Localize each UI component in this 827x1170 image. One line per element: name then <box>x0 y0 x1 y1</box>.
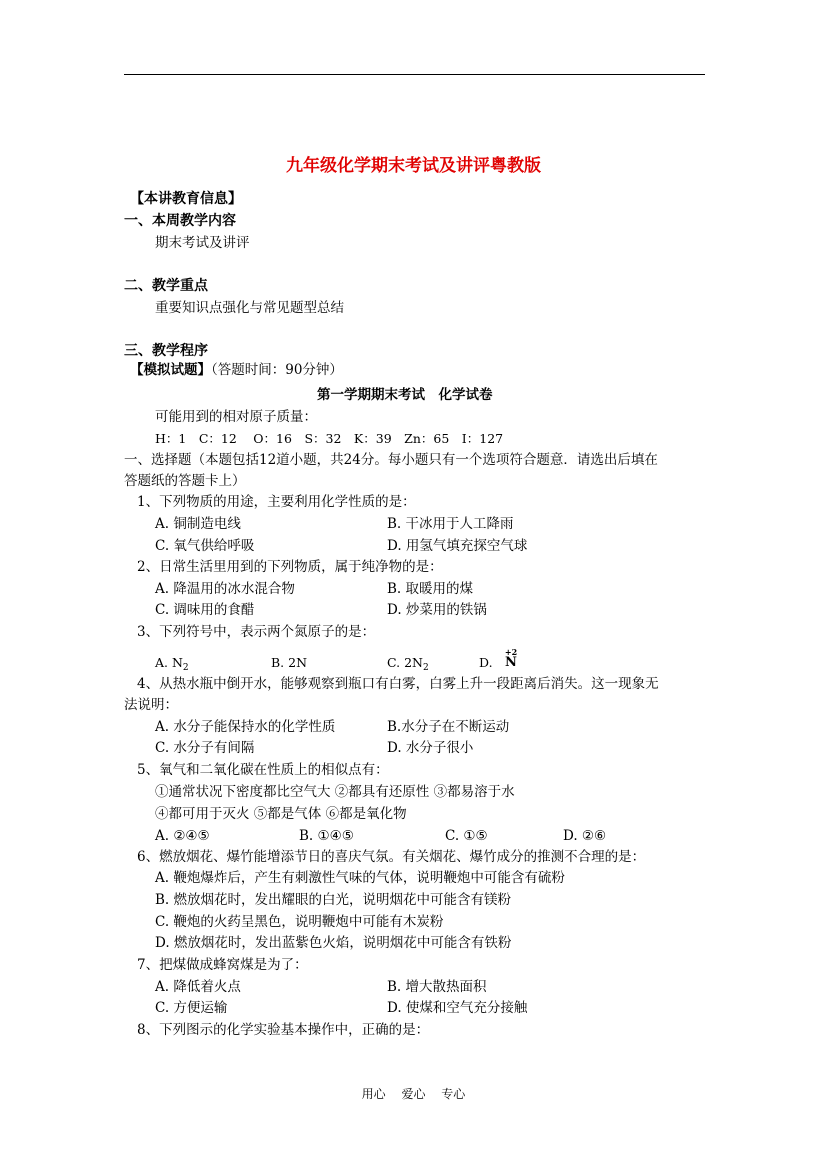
q6-stem: 6、燃放烟花、爆竹能增添节日的喜庆气氛。有关烟花、爆竹成分的推测不合理的是： <box>137 849 646 865</box>
q4-option-a: A. 水分子能保持水的化学性质 <box>155 719 336 735</box>
q8-stem: 8、下列图示的化学实验基本操作中，正确的是： <box>137 1022 430 1038</box>
mc-intro-line2: 答题纸的答题卡上） <box>124 473 246 489</box>
q5-option-d: D. ②⑥ <box>563 828 607 844</box>
exam-title: 第一学期期末考试 化学试卷 <box>317 387 493 403</box>
q3-option-b: B. 2N <box>271 655 308 670</box>
q2-option-a: A. 降温用的冰水混合物 <box>155 581 295 597</box>
section1-body: 期末考试及讲评 <box>155 235 250 251</box>
q2-option-b: B. 取暖用的煤 <box>387 581 474 597</box>
q3-option-c: C. $2N_2$ <box>387 655 429 673</box>
q7-option-c: C. 方便运输 <box>155 1000 228 1016</box>
mock-time: （答题时间：90分钟） <box>211 362 343 378</box>
q5-stem: 5、氧气和二氧化碳在性质上的相似点有： <box>137 762 389 778</box>
header-rule <box>124 74 705 75</box>
q5-statements-line1: ①通常状况下密度都比空气大 ②都具有还原性 ③都易溶于水 <box>155 784 515 800</box>
q7-option-b: B. 增大散热面积 <box>387 979 487 995</box>
q2-stem: 2、日常生活里用到的下列物质，属于纯净物的是： <box>137 559 443 575</box>
q1-option-c: C. 氧气供给呼吸 <box>155 538 255 554</box>
q4-option-d: D. 水分子很小 <box>387 740 474 756</box>
q1-option-b: B. 干冰用于人工降雨 <box>387 516 514 532</box>
mock-exam-line <box>130 360 343 380</box>
q6-option-b: B. 燃放烟花时，发出耀眼的白光，说明烟花中可能含有镁粉 <box>155 892 512 908</box>
q5-option-c: C. ①⑤ <box>445 828 488 844</box>
section2-heading: 二、教学重点 <box>124 278 208 294</box>
section2-body: 重要知识点强化与常见题型总结 <box>155 300 344 316</box>
q4-stem-line1: 4、从热水瓶中倒开水，能够观察到瓶口有白雾，白雾上升一段距离后消失。这一现象无 <box>137 676 659 692</box>
section3-heading: 三、教学程序 <box>124 343 208 359</box>
q3-option-a: A. $N_2$ <box>155 655 189 673</box>
mock-label: 【模拟试题】 <box>130 362 211 378</box>
document-title: 九年级化学期末考试及讲评粤教版 <box>286 156 541 176</box>
q2-option-c: C. 调味用的食醋 <box>155 602 255 618</box>
q1-stem: 1、下列物质的用途，主要利用化学性质的是： <box>137 494 416 510</box>
q2-option-d: D. 炒菜用的铁锅 <box>387 602 487 618</box>
q1-option-d: D. 用氢气填充探空气球 <box>387 538 528 554</box>
q7-stem: 7、把煤做成蜂窝煤是为了： <box>137 957 308 973</box>
q4-option-b: B.水分子在不断运动 <box>387 719 510 735</box>
q6-option-d: D. 燃放烟花时，发出蓝紫色火焰，说明烟花中可能含有铁粉 <box>155 935 512 951</box>
q5-option-a: A. ②④⑤ <box>155 828 210 844</box>
q7-option-d: D. 使煤和空气充分接触 <box>387 1000 528 1016</box>
q3-option-d-symbol: +2 N <box>504 647 518 670</box>
q4-stem-line2: 法说明： <box>124 697 178 713</box>
atomic-mass-values: H：1 C：12 O：16 S：32 K：39 Zn：65 I：127 <box>155 431 504 446</box>
section1-heading: 一、本周教学内容 <box>124 213 236 229</box>
q6-option-c: C. 鞭炮的火药呈黑色，说明鞭炮中可能有木炭粉 <box>155 914 444 930</box>
atomic-mass-label: 可能用到的相对原子质量： <box>155 409 317 425</box>
q5-statements-line2: ④都可用于灭火 ⑤都是气体 ⑥都是氧化物 <box>155 806 407 822</box>
q7-option-a: A. 降低着火点 <box>155 979 241 995</box>
q3-option-d-label: D. <box>479 655 493 670</box>
q6-option-a: A. 鞭炮爆炸后，产生有刺激性气味的气体，说明鞭炮中可能含有硫粉 <box>155 870 565 886</box>
q5-option-b: B. ①④⑤ <box>299 828 354 844</box>
q4-option-c: C. 水分子有间隔 <box>155 740 255 756</box>
mc-intro-line1: 一、选择题（本题包括12道小题，共24分。每小题只有一个选项符合题意．请选出后填在 <box>124 452 658 468</box>
q3-stem: 3、下列符号中，表示两个氮原子的是： <box>137 624 376 640</box>
info-header: 【本讲教育信息】 <box>130 191 242 207</box>
q1-option-a: A. 铜制造电线 <box>155 516 241 532</box>
page-footer: 用心 爱心 专心 <box>361 1087 466 1101</box>
